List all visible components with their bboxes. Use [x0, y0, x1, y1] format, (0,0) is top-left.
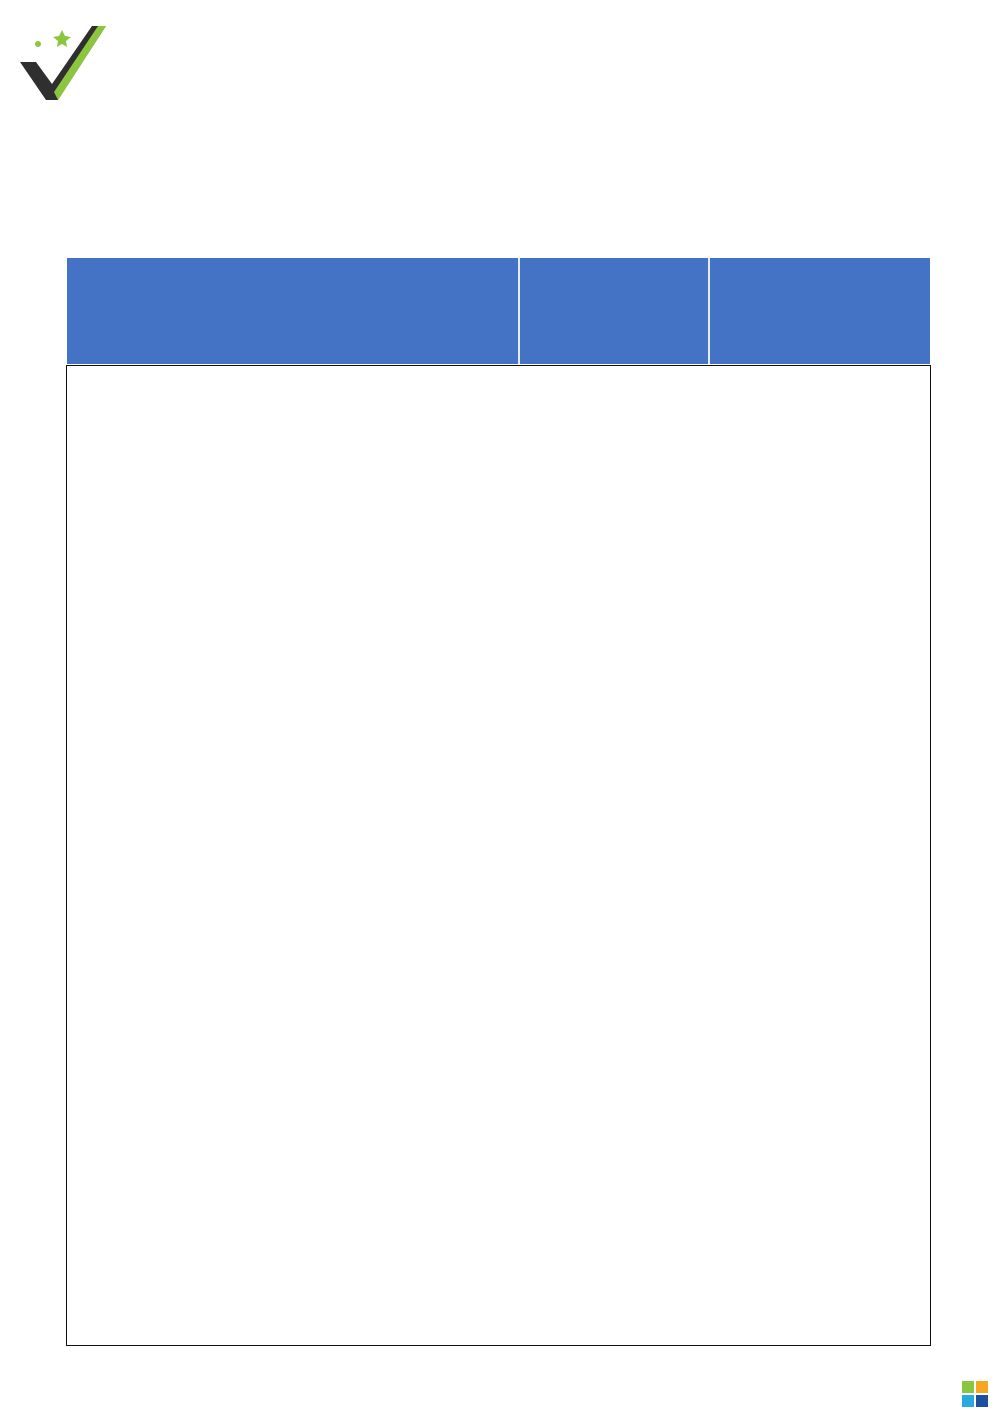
header-centimos	[520, 258, 709, 370]
school-logo	[18, 22, 258, 104]
liveworksheets-brand	[962, 1374, 992, 1414]
header-tengo	[67, 258, 519, 374]
money-table	[66, 365, 931, 1346]
header-euros	[710, 258, 930, 370]
checkmark-logo-icon	[18, 22, 118, 104]
liveworksheets-logo-icon	[962, 1381, 988, 1407]
table-header	[67, 258, 930, 364]
